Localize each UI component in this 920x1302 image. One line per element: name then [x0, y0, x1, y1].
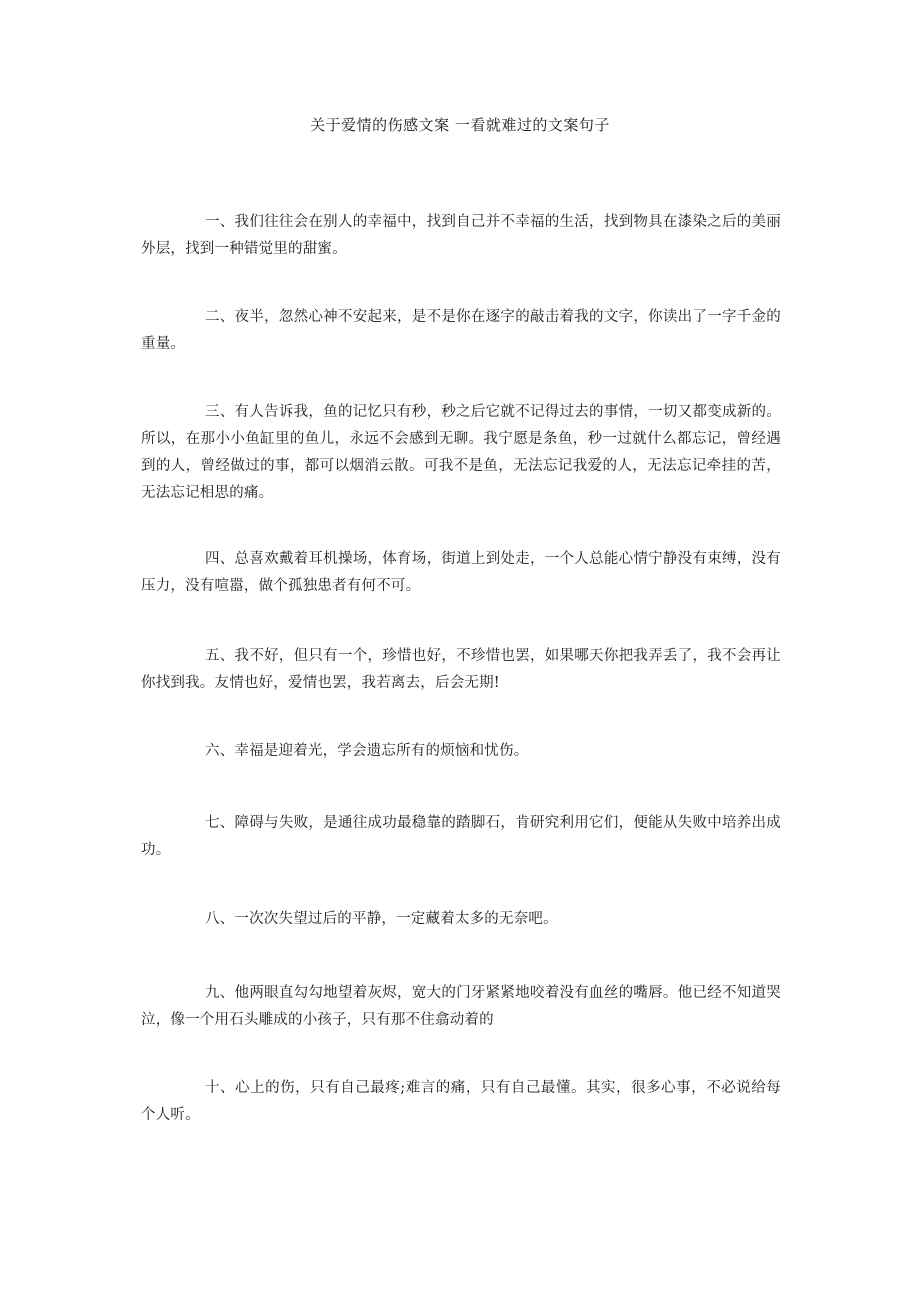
- page-title: 关于爱情的伤感文案 一看就难过的文案句子: [310, 116, 610, 134]
- paragraph-3: 三、有人告诉我，鱼的记忆只有秒，秒之后它就不记得过去的事情，一切又都变成新的。所以，在那小小鱼缸里的鱼儿，永远不会感到无聊。我宁愿是条鱼，秒一过就什么都忘记，曾经遇到的人，曾经做过的事，都可以烟消云散。可我不是鱼，无法忘记我爱的人，无法忘记牵挂的苦，无法忘记相思的痛。: [141, 404, 781, 501]
- paragraph-5: 五、我不好，但只有一个，珍惜也好，不珍惜也罢，如果哪天你把我弄丢了，我不会再让你找到我。友情也好，爱情也罢，我若离去，后会无期!: [141, 648, 781, 691]
- paragraph-9: 九、他两眼直勾勾地望着灰烬，宽大的门牙紧紧地咬着没有血丝的嘴唇。他已经不知道哭泣，像一个用石头雕成的小孩子，只有那不住翕动着的: [141, 985, 781, 1028]
- paragraph-1: 一、我们往往会在别人的幸福中，找到自己并不幸福的生活，找到物具在漆染之后的美丽外层，找到一种错觉里的甜蜜。: [141, 214, 781, 257]
- paragraph-6: 六、幸福是迎着光，学会遗忘所有的烦恼和忧伤。: [205, 743, 529, 759]
- paragraph-8: 八、一次次失望过后的平静，一定藏着太多的无奈吧。: [205, 911, 558, 927]
- paragraph-10: 十、心上的伤，只有自己最疼;难言的痛，只有自己最懂。其实，很多心事，不必说给每个人听。: [141, 1080, 781, 1123]
- paragraph-2: 二、夜半，忽然心神不安起来，是不是你在逐字的敲击着我的文字，你读出了一字千金的重量。: [141, 309, 781, 352]
- paragraph-7: 七、障碍与失败，是通往成功最稳靠的踏脚石，肯研究利用它们，便能从失败中培养出成功。: [141, 815, 781, 858]
- paragraph-4: 四、总喜欢戴着耳机操场，体育场，街道上到处走，一个人总能心情宁静没有束缚，没有压力，没有喧嚣，做个孤独患者有何不可。: [141, 551, 781, 594]
